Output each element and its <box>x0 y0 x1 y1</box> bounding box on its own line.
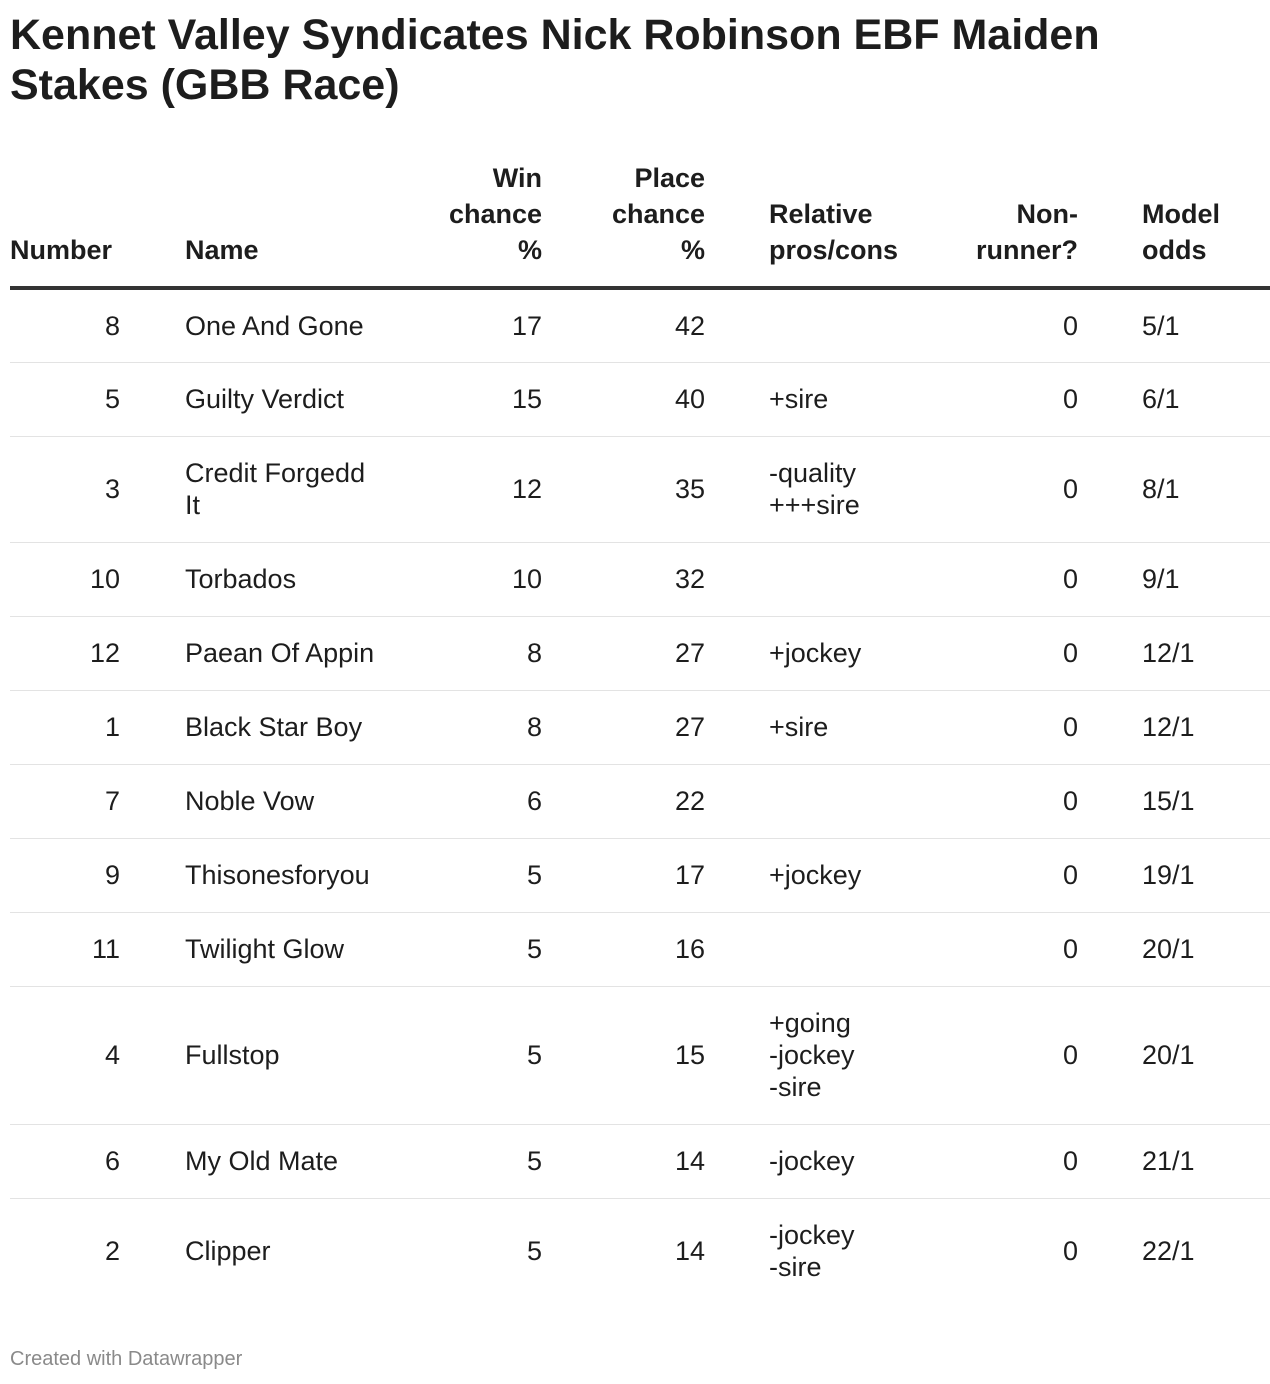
race-table-container <box>10 160 1220 1304</box>
header-row <box>10 160 1270 288</box>
cell-spacer <box>1078 986 1142 1124</box>
header-spacer <box>120 160 185 288</box>
cell-model-odds: 19/1 <box>1142 838 1270 912</box>
cell-spacer <box>1078 542 1142 616</box>
cell-spacer <box>705 1124 769 1198</box>
pros-cons-item: -sire <box>769 1072 822 1102</box>
cell-place-chance: 27 <box>542 690 705 764</box>
cell-name: Clipper <box>185 1236 271 1267</box>
cell-spacer <box>1078 690 1142 764</box>
cell-place-chance: 42 <box>542 288 705 362</box>
cell-spacer <box>705 764 769 838</box>
pros-cons-item: -sire <box>769 1252 822 1283</box>
cell-spacer <box>120 764 185 838</box>
cell-pros-cons <box>769 912 938 986</box>
header-nr-line: runner? <box>975 235 1078 265</box>
cell-place-chance: 35 <box>542 436 705 542</box>
header-spacer <box>705 160 769 288</box>
cell-spacer <box>120 838 185 912</box>
table-row <box>10 838 1270 912</box>
cell-number: 8 <box>10 288 120 362</box>
pros-cons-item: +going <box>769 1008 851 1038</box>
cell-spacer <box>120 986 185 1124</box>
cell-win-chance: 5 <box>385 912 542 986</box>
header-place-line: chance <box>611 199 705 229</box>
cell-name: Fullstop <box>185 986 385 1124</box>
header-place-line: % <box>680 235 705 265</box>
cell-spacer <box>705 362 769 436</box>
cell-non-runner: 0 <box>938 362 1078 436</box>
cell-number: 7 <box>10 764 120 838</box>
header-spacer <box>1078 160 1142 288</box>
cell-place-chance: 14 <box>674 1236 705 1267</box>
pros-cons-item: -quality <box>769 458 857 488</box>
cell-model-odds: 8/1 <box>1142 436 1270 542</box>
pros-cons-item: -jockey <box>769 1040 855 1070</box>
cell-non-runner: 0 <box>938 436 1078 542</box>
header-win-line: % <box>517 235 542 265</box>
header-odds-line: odds <box>1142 235 1207 265</box>
cell-spacer <box>1078 288 1142 362</box>
cell-name: Paean Of Appin <box>185 616 385 690</box>
cell-spacer <box>120 616 185 690</box>
cell-non-runner: 0 <box>938 616 1078 690</box>
table-row <box>10 1124 1270 1198</box>
cell-pros-cons <box>769 288 938 362</box>
cell-place-chance: 15 <box>542 986 705 1124</box>
cell-win-chance: 5 <box>385 838 542 912</box>
cell-non-runner: 0 <box>938 986 1078 1124</box>
cell-non-runner: 0 <box>938 690 1078 764</box>
cell-pros-cons <box>769 690 938 764</box>
cell-model-odds: 20/1 <box>1142 912 1270 986</box>
cell-pros-cons <box>769 542 938 616</box>
cell-spacer <box>1078 764 1142 838</box>
cell-spacer <box>705 436 769 542</box>
table-row <box>10 986 1270 1124</box>
race-table <box>10 160 1270 1304</box>
cell-spacer <box>705 986 769 1124</box>
cell-spacer <box>705 838 769 912</box>
cell-spacer <box>120 288 185 362</box>
cell-model-odds: 5/1 <box>1142 288 1270 362</box>
header-odds-line: Model <box>1142 199 1220 229</box>
cell-model-odds: 21/1 <box>1142 1124 1270 1198</box>
footer-credit[interactable]: Created with Datawrapper <box>10 1348 243 1370</box>
table-row <box>10 288 1270 362</box>
cell-spacer <box>705 1198 769 1304</box>
cell-spacer <box>120 690 185 764</box>
cell-name: Credit Forgedd It <box>185 436 385 542</box>
cell-model-odds: 12/1 <box>1142 690 1270 764</box>
cell-number: 12 <box>10 616 120 690</box>
cell-place-chance: 32 <box>542 542 705 616</box>
cell-win-chance: 6 <box>385 764 542 838</box>
cell-name: Guilty Verdict <box>185 362 385 436</box>
cell-non-runner: 0 <box>938 1124 1078 1198</box>
cell-spacer <box>705 616 769 690</box>
cell-spacer <box>1078 616 1142 690</box>
table-body <box>10 288 1270 1304</box>
cell-place-chance: 27 <box>542 616 705 690</box>
header-place-chance[interactable] <box>542 160 705 288</box>
cell-place-chance: 16 <box>542 912 705 986</box>
cell-name: Torbados <box>185 542 385 616</box>
cell-number: 2 <box>104 1236 120 1267</box>
header-pros-line: pros/cons <box>769 235 899 265</box>
cell-win-chance: 15 <box>385 362 542 436</box>
cell-pros-cons <box>769 436 938 542</box>
cell-number: 10 <box>10 542 120 616</box>
header-nr-line: Non- <box>1016 199 1078 229</box>
table-row <box>10 690 1270 764</box>
pros-cons-item: -jockey <box>769 1220 855 1251</box>
header-place-line: Place <box>634 163 705 193</box>
header-name[interactable]: Name <box>185 160 385 288</box>
cell-spacer <box>1078 362 1142 436</box>
cell-win-chance: 10 <box>385 542 542 616</box>
cell-win-chance: 5 <box>526 1236 542 1267</box>
cell-pros-cons <box>769 616 938 690</box>
cell-number: 5 <box>10 362 120 436</box>
table-row <box>10 616 1270 690</box>
header-pros-cons[interactable] <box>769 160 938 288</box>
header-win-chance[interactable] <box>385 160 542 288</box>
cell-win-chance: 12 <box>385 436 542 542</box>
cell-number: 1 <box>10 690 120 764</box>
table-row <box>10 1198 1270 1304</box>
cell-model-odds: 12/1 <box>1142 616 1270 690</box>
cell-win-chance: 17 <box>385 288 542 362</box>
cell-name: Noble Vow <box>185 764 385 838</box>
cell-non-runner: 0 <box>938 912 1078 986</box>
table-row <box>10 362 1270 436</box>
cell-win-chance: 5 <box>385 1124 542 1198</box>
cell-non-runner: 0 <box>1062 1236 1078 1267</box>
cell-non-runner: 0 <box>938 764 1078 838</box>
cell-place-chance: 14 <box>542 1124 705 1198</box>
cell-name: My Old Mate <box>185 1124 385 1198</box>
cell-spacer <box>705 288 769 362</box>
cell-name: Twilight Glow <box>185 912 385 986</box>
cell-place-chance: 17 <box>542 838 705 912</box>
cell-model-odds: 6/1 <box>1142 362 1270 436</box>
cell-spacer <box>705 690 769 764</box>
cell-non-runner: 0 <box>938 838 1078 912</box>
pros-cons-item: +++sire <box>769 490 860 520</box>
cell-pros-cons <box>769 764 938 838</box>
table-header <box>10 160 1270 288</box>
cell-name: Thisonesforyou <box>185 838 385 912</box>
header-win-line: chance <box>448 199 542 229</box>
table-row <box>10 912 1270 986</box>
cell-non-runner: 0 <box>938 542 1078 616</box>
cell-pros-cons <box>769 362 938 436</box>
pros-cons-item: +jockey <box>769 638 862 668</box>
cell-model-odds: 15/1 <box>1142 764 1270 838</box>
cell-model-odds: 22/1 <box>1142 1236 1195 1267</box>
table-row <box>10 764 1270 838</box>
cell-spacer <box>1078 1198 1142 1304</box>
cell-pros-cons <box>769 1124 938 1198</box>
cell-spacer <box>1078 838 1142 912</box>
cell-number: 4 <box>10 986 120 1124</box>
cell-spacer <box>705 542 769 616</box>
cell-spacer <box>120 912 185 986</box>
cell-number: 11 <box>10 912 120 986</box>
pros-cons-item: +sire <box>769 384 829 414</box>
cell-win-chance: 5 <box>385 986 542 1124</box>
pros-cons-item: +sire <box>769 712 829 742</box>
cell-non-runner: 0 <box>938 288 1078 362</box>
header-non-runner[interactable] <box>938 160 1078 288</box>
header-win-line: Win <box>492 163 542 193</box>
cell-name: Black Star Boy <box>185 690 385 764</box>
pros-cons-item: -jockey <box>769 1146 855 1176</box>
header-model-odds[interactable] <box>1142 160 1270 288</box>
cell-number: 6 <box>10 1124 120 1198</box>
cell-place-chance: 22 <box>542 764 705 838</box>
cell-win-chance: 8 <box>385 690 542 764</box>
cell-spacer <box>120 436 185 542</box>
cell-place-chance: 40 <box>542 362 705 436</box>
cell-spacer <box>120 1124 185 1198</box>
pros-cons-item: +jockey <box>769 860 862 890</box>
cell-spacer <box>120 1198 185 1304</box>
cell-number: 9 <box>10 838 120 912</box>
table-row <box>10 436 1270 542</box>
header-pros-line: Relative <box>769 199 873 229</box>
cell-spacer <box>1078 912 1142 986</box>
page-title: Kennet Valley Syndicates Nick Robinson EBF Maiden Stakes (GBB Race) <box>10 11 1100 109</box>
cell-number: 3 <box>10 436 120 542</box>
cell-spacer <box>120 542 185 616</box>
cell-spacer <box>120 362 185 436</box>
cell-name: One And Gone <box>185 288 385 362</box>
cell-model-odds: 20/1 <box>1142 986 1270 1124</box>
cell-spacer <box>1078 436 1142 542</box>
cell-win-chance: 8 <box>385 616 542 690</box>
header-number[interactable]: Number <box>10 160 120 288</box>
cell-spacer <box>705 912 769 986</box>
cell-pros-cons <box>769 1198 938 1304</box>
cell-spacer <box>1078 1124 1142 1198</box>
table-row <box>10 542 1270 616</box>
cell-pros-cons <box>769 986 938 1124</box>
cell-model-odds: 9/1 <box>1142 542 1270 616</box>
cell-pros-cons <box>769 838 938 912</box>
